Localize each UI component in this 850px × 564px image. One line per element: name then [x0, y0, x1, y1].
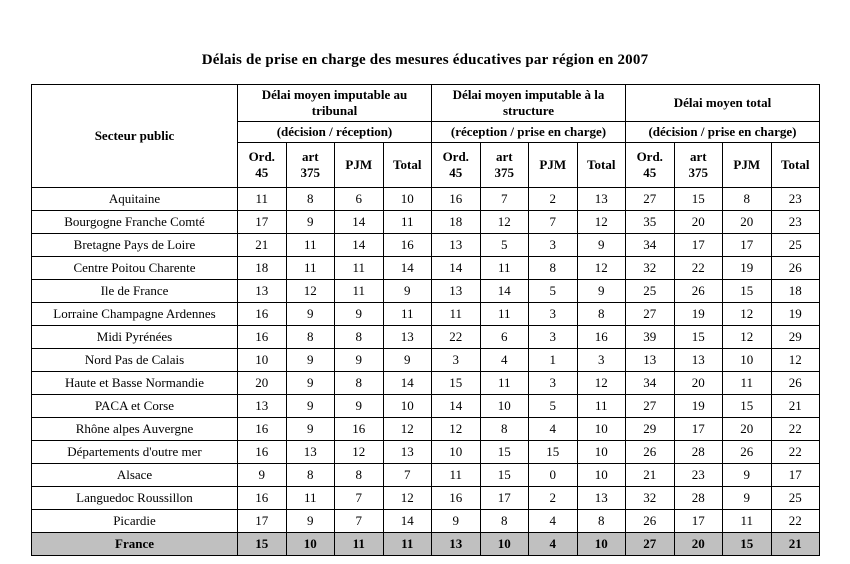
value-cell: 10: [383, 395, 432, 418]
value-cell: 17: [723, 234, 772, 257]
value-cell: 8: [286, 326, 335, 349]
value-cell: 35: [626, 211, 675, 234]
table-row: [32, 418, 820, 441]
value-cell: 11: [335, 257, 384, 280]
region-label: Centre Poitou Charente: [32, 257, 238, 280]
value-cell: 8: [529, 257, 578, 280]
value-cell: 11: [723, 510, 772, 533]
table-row: [32, 257, 820, 280]
value-cell: 12: [723, 303, 772, 326]
value-cell: 15: [432, 372, 481, 395]
value-cell: 4: [529, 418, 578, 441]
value-cell: 17: [674, 510, 723, 533]
table-row: [32, 349, 820, 372]
table-body: [32, 188, 820, 556]
value-cell: 15: [529, 441, 578, 464]
value-cell: 32: [626, 257, 675, 280]
table-row: [32, 303, 820, 326]
value-cell: 10: [577, 533, 626, 556]
region-label: Haute et Basse Normandie: [32, 372, 238, 395]
table-row: [32, 441, 820, 464]
value-cell: 19: [723, 257, 772, 280]
value-cell: 20: [674, 372, 723, 395]
value-cell: 13: [383, 326, 432, 349]
value-cell: 13: [383, 441, 432, 464]
group-title-structure: Délai moyen imputable à la structure: [432, 85, 626, 122]
value-cell: 22: [771, 441, 820, 464]
value-cell: 11: [335, 533, 384, 556]
value-cell: 9: [286, 349, 335, 372]
value-cell: 13: [238, 280, 287, 303]
region-label: Rhône alpes Auvergne: [32, 418, 238, 441]
value-cell: 23: [771, 211, 820, 234]
subcol-header: PJM: [529, 143, 578, 188]
value-cell: 19: [771, 303, 820, 326]
value-cell: 9: [286, 418, 335, 441]
subcol-header: Ord. 45: [626, 143, 675, 188]
value-cell: 9: [238, 464, 287, 487]
value-cell: 22: [771, 510, 820, 533]
value-cell: 10: [577, 418, 626, 441]
region-label: Languedoc Roussillon: [32, 487, 238, 510]
region-label: Lorraine Champagne Ardennes: [32, 303, 238, 326]
value-cell: 28: [674, 487, 723, 510]
value-cell: 16: [432, 188, 481, 211]
value-cell: 9: [723, 464, 772, 487]
region-label: Nord Pas de Calais: [32, 349, 238, 372]
value-cell: 14: [383, 372, 432, 395]
value-cell: 26: [674, 280, 723, 303]
value-cell: 8: [480, 510, 529, 533]
subcol-header: art 375: [480, 143, 529, 188]
value-cell: 20: [723, 211, 772, 234]
table-row: [32, 326, 820, 349]
value-cell: 19: [674, 303, 723, 326]
group-title-total: Délai moyen total: [626, 85, 820, 122]
value-cell: 18: [238, 257, 287, 280]
value-cell: 8: [723, 188, 772, 211]
value-cell: 22: [432, 326, 481, 349]
group-title-tribunal: Délai moyen imputable au tribunal: [238, 85, 432, 122]
value-cell: 11: [383, 303, 432, 326]
value-cell: 22: [771, 418, 820, 441]
value-cell: 11: [577, 395, 626, 418]
value-cell: 16: [577, 326, 626, 349]
table-row: [32, 188, 820, 211]
value-cell: 14: [335, 234, 384, 257]
value-cell: 17: [238, 510, 287, 533]
value-cell: 18: [771, 280, 820, 303]
value-cell: 15: [723, 395, 772, 418]
value-cell: 15: [480, 464, 529, 487]
value-cell: 28: [674, 441, 723, 464]
value-cell: 20: [674, 211, 723, 234]
value-cell: 12: [480, 211, 529, 234]
value-cell: 7: [529, 211, 578, 234]
value-cell: 20: [674, 533, 723, 556]
value-cell: 26: [771, 257, 820, 280]
value-cell: 8: [577, 303, 626, 326]
value-cell: 11: [383, 533, 432, 556]
value-cell: 11: [286, 234, 335, 257]
value-cell: 12: [286, 280, 335, 303]
value-cell: 8: [335, 326, 384, 349]
value-cell: 12: [335, 441, 384, 464]
value-cell: 15: [480, 441, 529, 464]
value-cell: 18: [432, 211, 481, 234]
value-cell: 20: [723, 418, 772, 441]
value-cell: 8: [480, 418, 529, 441]
value-cell: 32: [626, 487, 675, 510]
value-cell: 8: [335, 464, 384, 487]
value-cell: 12: [771, 349, 820, 372]
value-cell: 12: [577, 257, 626, 280]
value-cell: 4: [529, 533, 578, 556]
value-cell: 21: [771, 395, 820, 418]
value-cell: 23: [674, 464, 723, 487]
region-label: Alsace: [32, 464, 238, 487]
value-cell: 14: [432, 257, 481, 280]
value-cell: 21: [238, 234, 287, 257]
value-cell: 7: [383, 464, 432, 487]
subcol-header: Total: [577, 143, 626, 188]
value-cell: 14: [383, 510, 432, 533]
value-cell: 5: [529, 395, 578, 418]
region-label: Bourgogne Franche Comté: [32, 211, 238, 234]
value-cell: 4: [529, 510, 578, 533]
value-cell: 16: [432, 487, 481, 510]
value-cell: 34: [626, 372, 675, 395]
value-cell: 15: [238, 533, 287, 556]
subcol-header: art 375: [674, 143, 723, 188]
value-cell: 11: [238, 188, 287, 211]
value-cell: 16: [238, 303, 287, 326]
total-label: France: [32, 533, 238, 556]
value-cell: 19: [674, 395, 723, 418]
value-cell: 5: [480, 234, 529, 257]
value-cell: 15: [674, 188, 723, 211]
value-cell: 16: [238, 326, 287, 349]
value-cell: 8: [335, 372, 384, 395]
value-cell: 26: [626, 441, 675, 464]
value-cell: 13: [577, 487, 626, 510]
value-cell: 10: [577, 441, 626, 464]
group-title-row: [32, 85, 820, 122]
value-cell: 17: [674, 234, 723, 257]
value-cell: 11: [480, 372, 529, 395]
value-cell: 13: [432, 280, 481, 303]
value-cell: 29: [771, 326, 820, 349]
value-cell: 13: [626, 349, 675, 372]
table-row: [32, 372, 820, 395]
value-cell: 9: [335, 395, 384, 418]
value-cell: 10: [480, 533, 529, 556]
value-cell: 8: [286, 188, 335, 211]
region-label: Bretagne Pays de Loire: [32, 234, 238, 257]
value-cell: 7: [480, 188, 529, 211]
subcol-header: PJM: [723, 143, 772, 188]
value-cell: 12: [723, 326, 772, 349]
value-cell: 39: [626, 326, 675, 349]
value-cell: 9: [577, 280, 626, 303]
value-cell: 23: [771, 188, 820, 211]
value-cell: 27: [626, 395, 675, 418]
value-cell: 11: [335, 280, 384, 303]
value-cell: 2: [529, 487, 578, 510]
value-cell: 3: [529, 234, 578, 257]
value-cell: 6: [480, 326, 529, 349]
value-cell: 16: [238, 418, 287, 441]
table-row: [32, 234, 820, 257]
value-cell: 27: [626, 188, 675, 211]
value-cell: 26: [723, 441, 772, 464]
value-cell: 11: [480, 257, 529, 280]
value-cell: 3: [432, 349, 481, 372]
value-cell: 16: [238, 487, 287, 510]
region-label: Picardie: [32, 510, 238, 533]
value-cell: 9: [383, 280, 432, 303]
table-row: [32, 280, 820, 303]
value-cell: 9: [335, 349, 384, 372]
value-cell: 11: [286, 487, 335, 510]
value-cell: 15: [723, 280, 772, 303]
value-cell: 11: [723, 372, 772, 395]
value-cell: 15: [674, 326, 723, 349]
value-cell: 13: [286, 441, 335, 464]
page-title: Délais de prise en charge des mesures éducatives par région en 2007: [201, 52, 649, 68]
value-cell: 6: [335, 188, 384, 211]
value-cell: 21: [626, 464, 675, 487]
value-cell: 27: [626, 533, 675, 556]
total-row: [32, 533, 820, 556]
value-cell: 9: [577, 234, 626, 257]
value-cell: 16: [383, 234, 432, 257]
value-cell: 9: [432, 510, 481, 533]
value-cell: 4: [480, 349, 529, 372]
value-cell: 13: [238, 395, 287, 418]
value-cell: 14: [335, 211, 384, 234]
value-cell: 11: [432, 464, 481, 487]
table-row: [32, 395, 820, 418]
value-cell: 8: [286, 464, 335, 487]
value-cell: 3: [529, 326, 578, 349]
value-cell: 16: [335, 418, 384, 441]
value-cell: 13: [432, 533, 481, 556]
region-label: Départements d'outre mer: [32, 441, 238, 464]
subcol-header: Ord. 45: [238, 143, 287, 188]
value-cell: 9: [286, 372, 335, 395]
value-cell: 9: [723, 487, 772, 510]
region-label: PACA et Corse: [32, 395, 238, 418]
value-cell: 12: [577, 372, 626, 395]
value-cell: 10: [238, 349, 287, 372]
value-cell: 10: [577, 464, 626, 487]
value-cell: 15: [723, 533, 772, 556]
group-subtitle-structure: (réception / prise en charge): [432, 122, 626, 143]
value-cell: 21: [771, 533, 820, 556]
table-row: [32, 510, 820, 533]
region-label: Ile de France: [32, 280, 238, 303]
value-cell: 12: [577, 211, 626, 234]
value-cell: 7: [335, 510, 384, 533]
corner-header: Secteur public: [32, 85, 238, 188]
value-cell: 12: [383, 487, 432, 510]
value-cell: 17: [674, 418, 723, 441]
value-cell: 34: [626, 234, 675, 257]
value-cell: 25: [626, 280, 675, 303]
value-cell: 10: [286, 533, 335, 556]
value-cell: 25: [771, 487, 820, 510]
subcol-header: Total: [383, 143, 432, 188]
table-row: [32, 487, 820, 510]
value-cell: 16: [238, 441, 287, 464]
value-cell: 20: [238, 372, 287, 395]
value-cell: 12: [432, 418, 481, 441]
delays-table: [31, 84, 820, 556]
value-cell: 17: [480, 487, 529, 510]
value-cell: 9: [286, 303, 335, 326]
value-cell: 9: [383, 349, 432, 372]
value-cell: 9: [335, 303, 384, 326]
value-cell: 26: [626, 510, 675, 533]
region-label: Aquitaine: [32, 188, 238, 211]
value-cell: 13: [432, 234, 481, 257]
value-cell: 3: [529, 303, 578, 326]
value-cell: 10: [480, 395, 529, 418]
value-cell: 10: [432, 441, 481, 464]
group-subtitle-tribunal: (décision / réception): [238, 122, 432, 143]
value-cell: 0: [529, 464, 578, 487]
value-cell: 29: [626, 418, 675, 441]
value-cell: 13: [577, 188, 626, 211]
value-cell: 11: [383, 211, 432, 234]
value-cell: 3: [577, 349, 626, 372]
value-cell: 22: [674, 257, 723, 280]
table-row: [32, 211, 820, 234]
subcol-header: art 375: [286, 143, 335, 188]
value-cell: 1: [529, 349, 578, 372]
value-cell: 27: [626, 303, 675, 326]
value-cell: 9: [286, 211, 335, 234]
value-cell: 14: [432, 395, 481, 418]
value-cell: 11: [286, 257, 335, 280]
value-cell: 10: [723, 349, 772, 372]
value-cell: 2: [529, 188, 578, 211]
value-cell: 26: [771, 372, 820, 395]
value-cell: 9: [286, 510, 335, 533]
subcol-header: Total: [771, 143, 820, 188]
value-cell: 17: [238, 211, 287, 234]
value-cell: 5: [529, 280, 578, 303]
value-cell: 10: [383, 188, 432, 211]
subcol-header: PJM: [335, 143, 384, 188]
value-cell: 3: [529, 372, 578, 395]
table-row: [32, 464, 820, 487]
value-cell: 17: [771, 464, 820, 487]
value-cell: 25: [771, 234, 820, 257]
value-cell: 13: [674, 349, 723, 372]
value-cell: 9: [286, 395, 335, 418]
group-subtitle-total: (décision / prise en charge): [626, 122, 820, 143]
value-cell: 7: [335, 487, 384, 510]
value-cell: 14: [383, 257, 432, 280]
value-cell: 11: [432, 303, 481, 326]
subcol-header: Ord. 45: [432, 143, 481, 188]
region-label: Midi Pyrénées: [32, 326, 238, 349]
value-cell: 14: [480, 280, 529, 303]
value-cell: 11: [480, 303, 529, 326]
value-cell: 8: [577, 510, 626, 533]
value-cell: 12: [383, 418, 432, 441]
